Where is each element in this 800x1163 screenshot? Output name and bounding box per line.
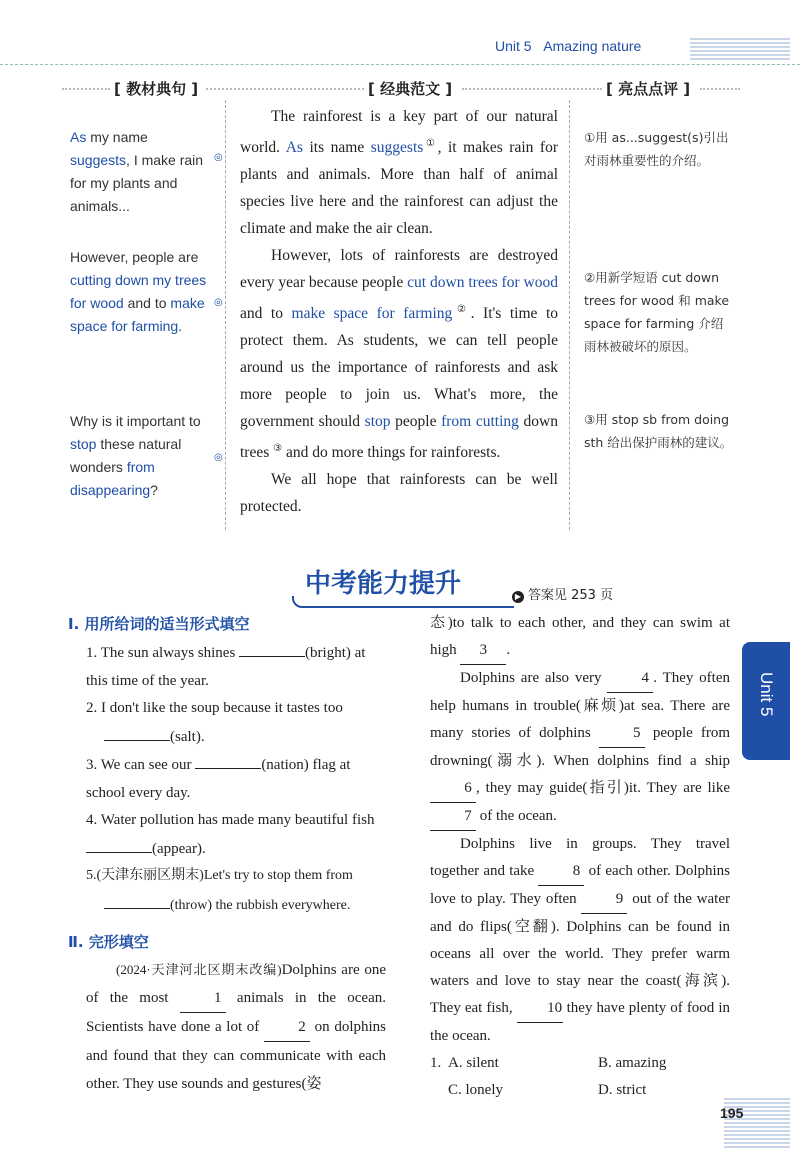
- link-icon: ◎: [214, 152, 223, 163]
- model-essay: The rainforest is a key part of our natural world. As its name suggests①, it makes rain for plants and animals. More than half of animal species live here and the rainforest can adjust the climate and make the air clean. However, lots of rainforests are destroyed every year because people cut down trees for wood and to make space for farming②. It's time to protect them. As students, we can tell people around us the importance of rainforests and ask more people to join us. What's more, the government should stop people from cutting down trees ③ and do more things for rainforests. We all hope that rainforests can be well protected.: [240, 108, 559, 516]
- answer-blank[interactable]: [239, 638, 305, 657]
- section1-title: Ⅰ. 用所给词的适当形式填空: [68, 615, 250, 633]
- option-row: 1. A. silent B. amazing: [430, 1050, 730, 1077]
- page-number: 195: [720, 1105, 744, 1121]
- dot-rule: [700, 88, 740, 90]
- cloze-blank-9[interactable]: 9: [581, 886, 627, 914]
- arrow-icon: ▶: [512, 591, 524, 603]
- note-2: However, people are cutting down my trees for wood and to make space for farming.: [70, 249, 207, 334]
- unit-title: Amazing nature: [543, 38, 642, 54]
- unit-label: Unit 5: [495, 38, 532, 54]
- cloze-blank-7[interactable]: 7: [430, 803, 476, 831]
- cloze-blank-1[interactable]: 1: [180, 984, 226, 1013]
- cloze-blank-6[interactable]: 6: [430, 775, 476, 803]
- link-icon: ◎: [214, 297, 223, 308]
- option-c[interactable]: C. lonely: [448, 1082, 503, 1098]
- banner-swoosh: [292, 596, 514, 608]
- dot-rule: [206, 88, 364, 90]
- col-title-middle: [ 经典范文 ]: [368, 80, 453, 98]
- note-1: As my name suggests, I make rain for my plants and animals...: [70, 129, 204, 214]
- cloze-blank-8[interactable]: 8: [538, 858, 584, 886]
- fill-item-3: 3. We can see our (nation) flag at school every day.: [86, 750, 386, 807]
- col-title-right: [ 亮点点评 ]: [606, 80, 691, 98]
- cloze-passage-right: 态)to talk to each other, and they can swim at high 3 . Dolphins are also very 4 . They often help humans in trouble(麻烦)at sea. There are many stories of dolphins 5 people from drowning(溺水). When dolphins find a ship 6 , they may guide(指引)it. They are like 7 of the ocean. Dolphins live in groups. They travel together and take 8 of each other. Dolphins love to play. They often 9 out of the water and do flips(空翻). Dolphins can be found in oceans all over the world. They prefer warm waters and love to stay near the coast(海滨). They eat fish, 10 they have plenty of food in the ocean. 1. A. silent B. amazing C. lonely D. strict: [430, 610, 730, 1104]
- header-decoration: [690, 36, 790, 60]
- answer-reference: ▶ 答案见 253 页: [512, 584, 613, 603]
- running-header: [495, 38, 641, 54]
- unit-side-tab: Unit 5: [742, 642, 790, 760]
- answer-blank[interactable]: [104, 890, 170, 909]
- answer-blank[interactable]: [86, 834, 152, 853]
- comment-2: ②用新学短语 cut down trees for wood 和 make space for farming 介绍雨林被破坏的原因。: [584, 270, 730, 354]
- section-banner: 中考能力提升: [305, 569, 462, 599]
- fill-item-5: 5.(天津东丽区期末)Let's try to stop them from (throw) the rubbish everywhere.: [86, 868, 353, 913]
- column-divider: [225, 100, 226, 530]
- cloze-blank-2[interactable]: 2: [264, 1013, 310, 1042]
- cloze-passage-left: (2024·天津河北区期末改编)Dolphins are one of the most 1 animals in the ocean. Scientists have done a lot of 2 on dolphins and found that they can communicate with each other. They use sounds and gestures(姿: [86, 962, 387, 1092]
- cloze-blank-4[interactable]: 4: [607, 665, 653, 693]
- fill-item-1: 1. The sun always shines (bright) at this time of the year.: [86, 638, 386, 695]
- answer-blank[interactable]: [195, 750, 261, 769]
- header-divider: [0, 64, 800, 65]
- cloze-blank-3[interactable]: 3: [460, 637, 506, 665]
- comment-1: ①用 as...suggest(s)引出对雨林重要性的介绍。: [584, 130, 729, 168]
- link-icon: ◎: [214, 452, 223, 463]
- option-b[interactable]: B. amazing: [598, 1055, 667, 1071]
- answer-blank[interactable]: [104, 722, 170, 741]
- option-row: [430, 1077, 730, 1104]
- option-d[interactable]: D. strict: [598, 1082, 647, 1098]
- dot-rule: [62, 88, 110, 90]
- fill-item-4: 4. Water pollution has made many beautiful fish (appear).: [86, 812, 375, 857]
- section2-title: Ⅱ. 完形填空: [68, 933, 149, 951]
- comment-3: ③用 stop sb from doing sth 给出保护雨林的建议。: [584, 412, 733, 450]
- note-3: Why is it important to stop these natural wonders from disappearing?: [70, 413, 201, 498]
- dot-rule: [462, 88, 602, 90]
- option-a[interactable]: A. silent: [448, 1055, 499, 1071]
- col-title-left: [ 教材典句 ]: [114, 80, 199, 98]
- cloze-blank-5[interactable]: 5: [599, 720, 645, 748]
- cloze-blank-10[interactable]: 10: [517, 995, 563, 1023]
- column-divider: [569, 100, 570, 530]
- fill-item-2: 2. I don't like the soup because it tastes too (salt).: [86, 700, 343, 745]
